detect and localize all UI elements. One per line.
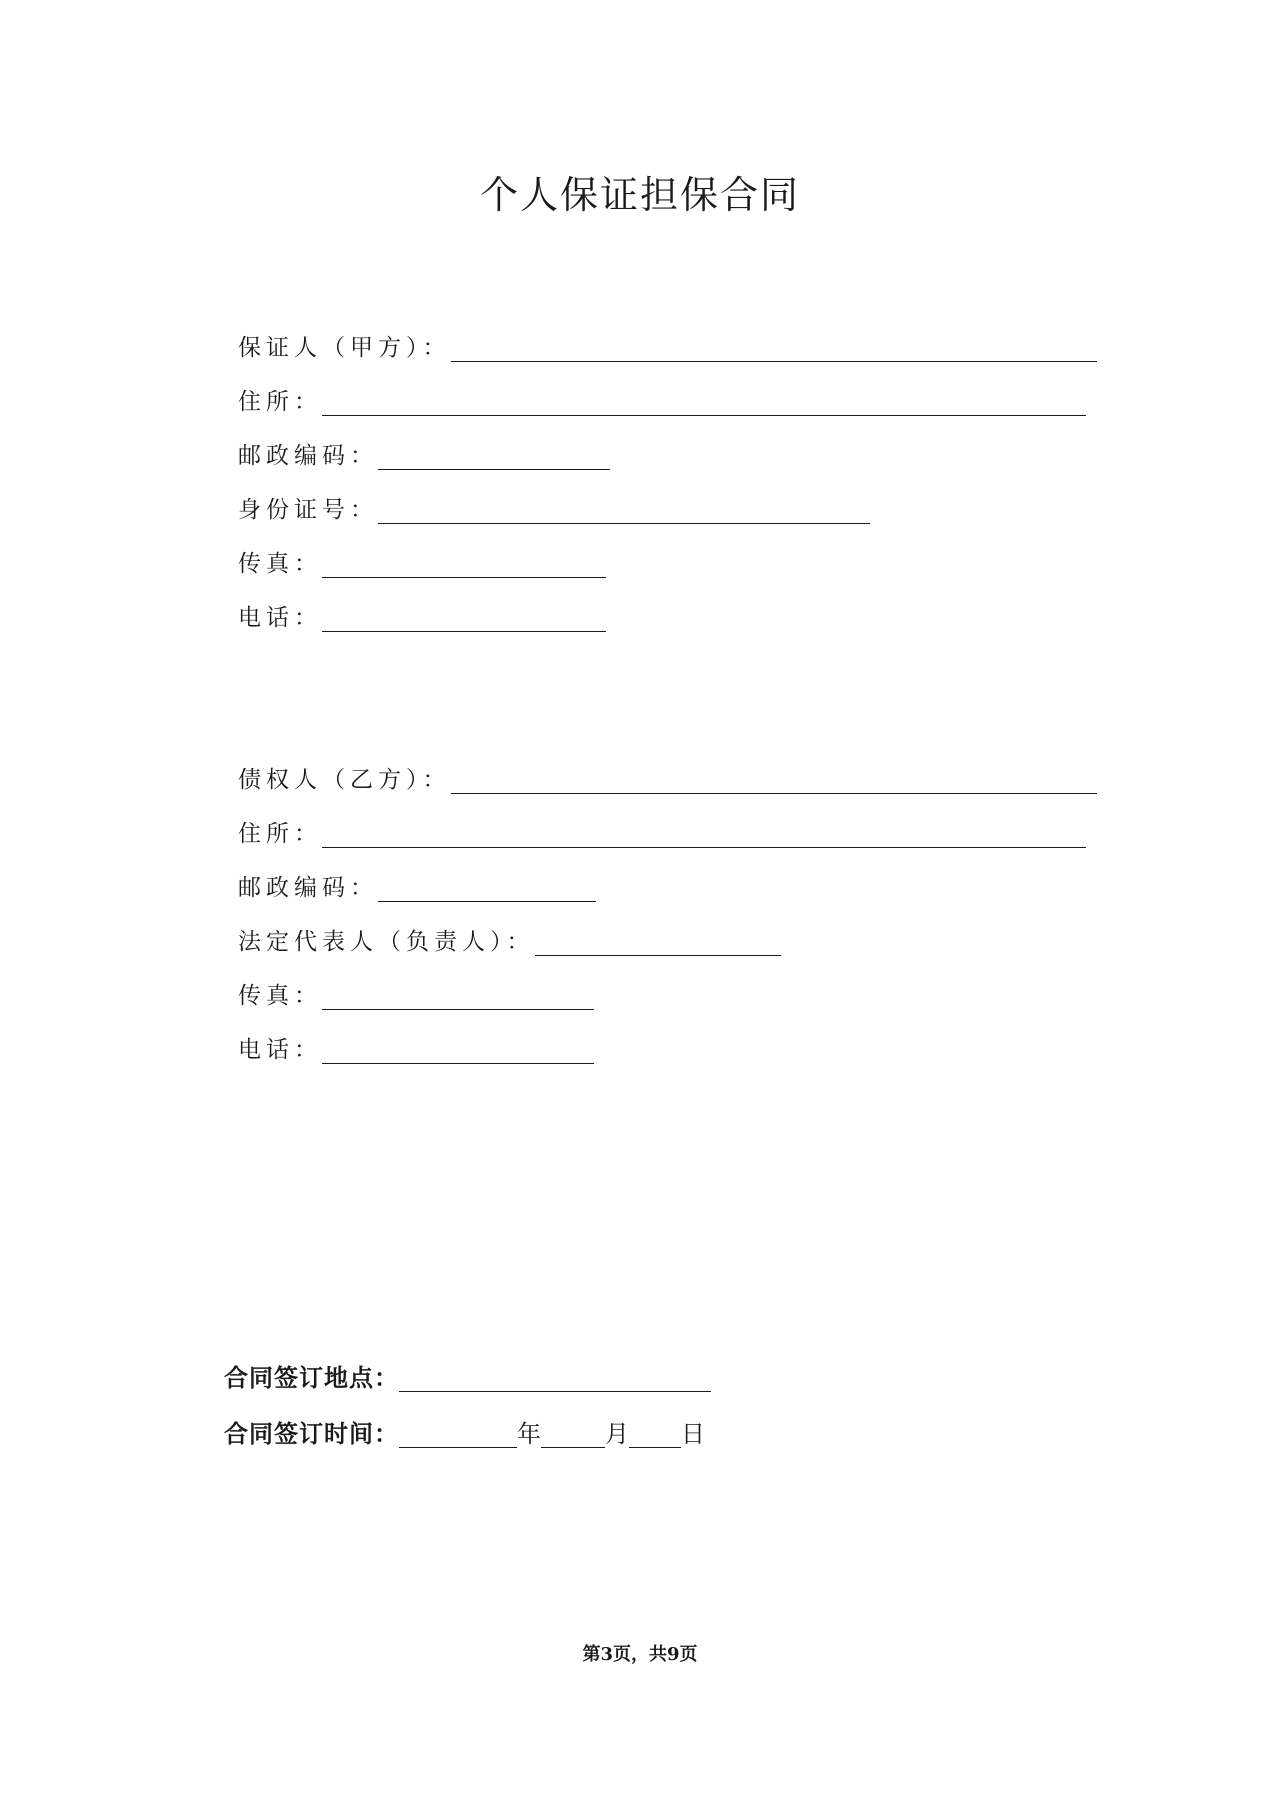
- page-title: 个人保证担保合同: [479, 173, 800, 217]
- guarantor-postcode-label: 邮政编码：: [238, 443, 378, 469]
- guarantor-fax-field[interactable]: [322, 577, 606, 578]
- signing-day-text: 日: [681, 1420, 705, 1448]
- signing-time-label: 合同签订时间：: [224, 1419, 399, 1448]
- creditor-phone-label: 电话：: [238, 1037, 322, 1063]
- creditor-address-label: 住所：: [238, 821, 322, 847]
- creditor-legal-rep-row: [238, 916, 781, 956]
- signing-month-field[interactable]: [541, 1447, 605, 1448]
- signing-month-text: 月: [605, 1420, 629, 1448]
- guarantor-id-label: 身份证号：: [238, 497, 378, 523]
- guarantor-address-field[interactable]: [322, 415, 1086, 416]
- creditor-fax-label: 传真：: [238, 983, 322, 1009]
- creditor-postcode-row: [238, 862, 596, 902]
- creditor-name-field[interactable]: [451, 793, 1097, 794]
- creditor-name-row: [238, 754, 1097, 794]
- guarantor-name-field[interactable]: [451, 361, 1097, 362]
- guarantor-id-row: [238, 484, 870, 524]
- creditor-phone-field[interactable]: [322, 1063, 594, 1064]
- creditor-legal-rep-label: 法定代表人（负责人）：: [238, 929, 535, 955]
- creditor-legal-rep-field[interactable]: [535, 955, 781, 956]
- signing-day-field[interactable]: [629, 1447, 681, 1448]
- guarantor-phone-field[interactable]: [322, 631, 606, 632]
- creditor-postcode-label: 邮政编码：: [238, 875, 378, 901]
- signing-place-field[interactable]: [399, 1391, 711, 1392]
- creditor-address-field[interactable]: [322, 847, 1086, 848]
- guarantor-name-label: 保证人（甲方）：: [238, 335, 451, 361]
- guarantor-address-label: 住所：: [238, 389, 322, 415]
- signing-year-text: 年: [517, 1420, 541, 1448]
- guarantor-id-field[interactable]: [378, 523, 870, 524]
- guarantor-postcode-row: [238, 430, 610, 470]
- creditor-address-row: [238, 808, 1086, 848]
- page-footer: 第3页，共9页: [582, 1644, 698, 1665]
- creditor-fax-field[interactable]: [322, 1009, 594, 1010]
- guarantor-phone-row: [238, 592, 606, 632]
- creditor-name-label: 债权人（乙方）：: [238, 767, 451, 793]
- guarantor-fax-label: 传真：: [238, 551, 322, 577]
- guarantor-name-row: [238, 322, 1097, 362]
- guarantor-address-row: [238, 376, 1086, 416]
- guarantor-phone-label: 电话：: [238, 605, 322, 631]
- creditor-fax-row: [238, 970, 594, 1010]
- signing-place-row: [224, 1352, 711, 1392]
- guarantor-postcode-field[interactable]: [378, 469, 610, 470]
- signing-year-field[interactable]: [399, 1447, 517, 1448]
- signing-time-row: [224, 1408, 705, 1448]
- creditor-phone-row: [238, 1024, 594, 1064]
- signing-place-label: 合同签订地点：: [224, 1363, 399, 1392]
- guarantor-fax-row: [238, 538, 606, 578]
- creditor-postcode-field[interactable]: [378, 901, 596, 902]
